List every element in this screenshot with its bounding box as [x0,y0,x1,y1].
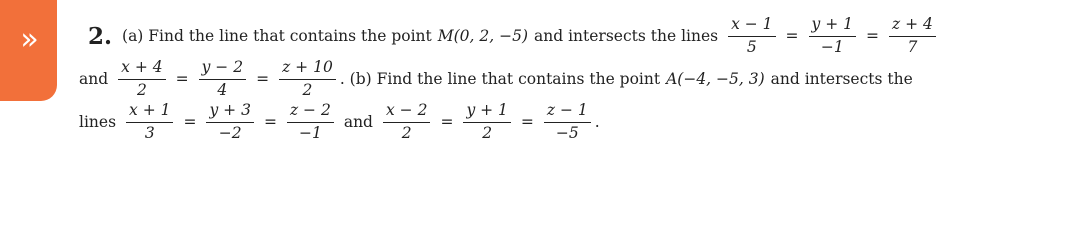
section-badge [0,0,57,101]
point-m: M(0, 2, −5) [437,27,529,45]
part-a-intro: (a) Find the line that contains the point [122,27,432,45]
fraction: $\frac{y + 1}{-1}$ [809,16,856,55]
fraction: $\frac{x + 4}{2}$ [118,59,165,98]
part-b-mid: and intersects the [770,70,913,88]
problem-line-2: and $\frac{x + 4}{2}$ = $\frac{y - 2}{4}$ = $\frac{z + 10}{2}$ . (b) Find the line that contains the point A(−4, −5, 3) and intersects the [79,58,913,99]
fraction: $\frac{z + 10}{2}$ [279,59,336,98]
fraction: $\frac{z + 4}{7}$ [889,16,936,55]
fraction: $\frac{x - 2}{2}$ [383,102,430,141]
double-chevron-right-icon: » [20,22,39,57]
part-b-intro: . (b) Find the line that contains the point [339,70,661,88]
fraction: $\frac{y + 1}{2}$ [463,102,510,141]
problem-line-3: lines $\frac{x + 1}{3}$ = $\frac{y + 3}{-2}$ = $\frac{z - 2}{-1}$ and $\frac{x - 2}{2}$ = $\frac{y + 1}{2}$ = $\frac{z - 1}{-5}$ . [79,101,600,142]
part-a-mid: and intersects the lines [534,27,719,45]
lines-word: lines [79,113,117,131]
and-word: and [79,70,109,88]
fraction: $\frac{x + 1}{3}$ [126,102,173,141]
fraction: $\frac{y - 2}{4}$ [199,59,246,98]
problem-line-1: 2. (a) Find the line that contains the point M(0, 2, −5) and intersects the lines $\frac{x - 1}{5}$ = $\frac{y + 1}{-1}$ = $\frac{z + 4}{7}$ [88,10,940,62]
fraction: $\frac{z - 1}{-5}$ [544,102,591,141]
fraction: $\frac{x - 1}{5}$ [728,16,775,55]
fraction: $\frac{y + 3}{-2}$ [206,102,253,141]
fraction: $\frac{z - 2}{-1}$ [287,102,334,141]
problem-number: 2. [88,22,113,50]
end-period: . [594,113,600,131]
point-a: A(−4, −5, 3) [666,70,765,88]
and-word: and [343,113,373,131]
